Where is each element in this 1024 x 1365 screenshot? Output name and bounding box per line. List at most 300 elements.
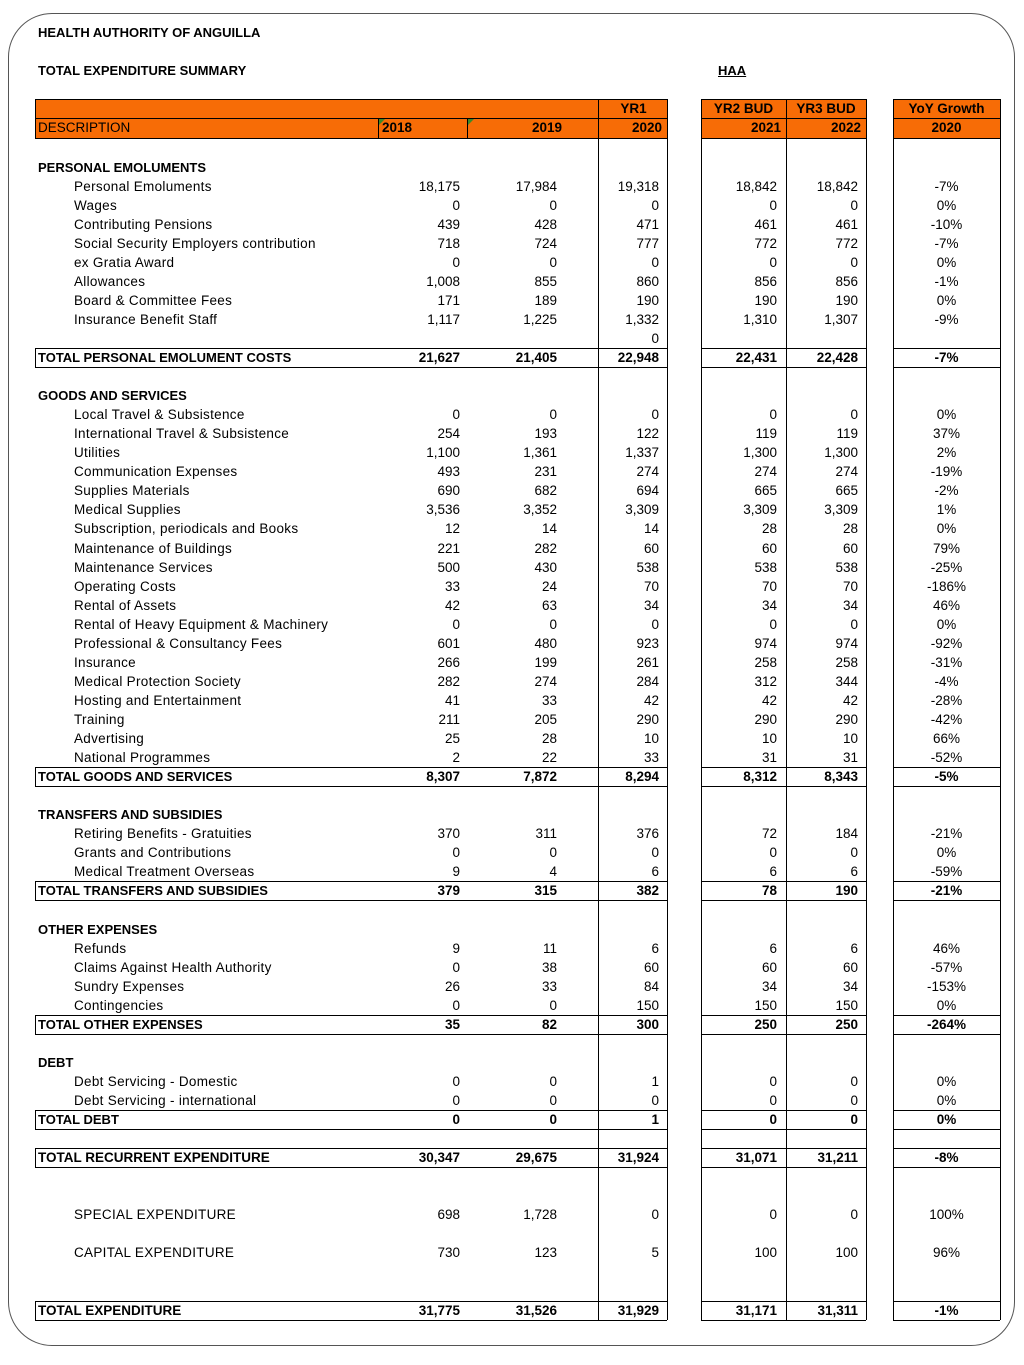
value-cell: 0 — [452, 254, 460, 270]
document-subtitle: TOTAL EXPENDITURE SUMMARY — [38, 63, 247, 78]
value-cell: 31,929 — [617, 1302, 659, 1318]
value-cell: 1 — [651, 1073, 659, 1089]
yoy-growth-cell: -52% — [930, 750, 963, 766]
spacer-row — [0, 1186, 1024, 1205]
value-cell: 150 — [636, 997, 659, 1013]
row-description: Maintenance Services — [74, 559, 213, 575]
table-row — [0, 405, 1024, 424]
yoy-growth-cell: -1% — [934, 273, 959, 289]
yoy-growth-cell: -21% — [930, 826, 963, 842]
value-cell: 860 — [636, 273, 659, 289]
value-cell: 311 — [535, 826, 557, 842]
grid-line — [35, 138, 667, 139]
grid-line — [35, 1148, 36, 1167]
value-cell: 22 — [541, 750, 557, 766]
header-yr1: YR1 — [620, 101, 647, 116]
yoy-growth-cell: -7% — [934, 235, 959, 251]
value-cell: 290 — [636, 711, 659, 727]
yoy-growth-cell: 0% — [936, 197, 957, 213]
header-year-2019: 2019 — [531, 120, 562, 135]
yoy-growth-cell: -19% — [930, 464, 963, 480]
yoy-growth-cell: 2% — [936, 445, 957, 461]
yoy-growth-cell: -31% — [930, 654, 963, 670]
grid-line — [701, 99, 866, 100]
grid-line — [893, 900, 1000, 901]
header-year-2022: 2022 — [830, 120, 861, 135]
grid-line — [701, 1301, 866, 1302]
value-cell: 34 — [761, 597, 777, 613]
grid-line — [35, 1015, 36, 1034]
table-row — [0, 272, 1024, 291]
table-row — [0, 234, 1024, 253]
value-cell: 31,311 — [817, 1302, 858, 1318]
grid-line — [893, 1301, 1000, 1302]
grid-line — [866, 99, 867, 1320]
value-cell: 261 — [636, 654, 659, 670]
value-cell: 274 — [534, 673, 557, 689]
value-cell: 34 — [842, 978, 858, 994]
value-cell: 42 — [761, 692, 777, 708]
table-row — [0, 558, 1024, 577]
value-cell: 6 — [651, 864, 659, 880]
value-cell: 60 — [842, 959, 858, 975]
header-year-2020: 2020 — [631, 120, 662, 135]
row-description: Rental of Heavy Equipment & Machinery — [74, 616, 329, 632]
value-cell: 0 — [549, 197, 557, 213]
grid-line — [35, 1034, 667, 1035]
value-cell: 31,211 — [817, 1150, 858, 1166]
value-cell: 78 — [761, 883, 777, 899]
grid-line — [378, 118, 379, 138]
value-cell: 33 — [541, 692, 557, 708]
value-cell: 471 — [636, 216, 659, 232]
value-cell: 42 — [444, 597, 460, 613]
table-row — [0, 634, 1024, 653]
value-cell: 8,294 — [625, 769, 659, 785]
value-cell: 439 — [437, 216, 460, 232]
value-cell: 430 — [534, 559, 557, 575]
value-cell: 665 — [754, 483, 777, 499]
yoy-growth-cell: -153% — [926, 978, 967, 994]
table-row — [0, 977, 1024, 996]
yoy-growth-cell: 0% — [936, 1073, 957, 1089]
table-row — [0, 691, 1024, 710]
value-cell: 211 — [438, 711, 460, 727]
value-cell: 199 — [534, 654, 557, 670]
value-cell: 8,343 — [824, 769, 858, 785]
value-cell: 10 — [842, 731, 858, 746]
value-cell: 0 — [850, 197, 858, 213]
table-row — [0, 748, 1024, 767]
row-description: OTHER EXPENSES — [38, 921, 158, 937]
row-description: Insurance — [74, 654, 136, 670]
table-row — [0, 958, 1024, 977]
table-row — [0, 519, 1024, 538]
value-cell: 0 — [651, 1092, 659, 1108]
value-cell: 35 — [444, 1016, 460, 1032]
value-cell: 274 — [754, 464, 777, 480]
spacer-row — [0, 1034, 1024, 1053]
value-cell: 258 — [754, 654, 777, 670]
value-cell: 1,300 — [743, 445, 777, 461]
row-description: International Travel & Subsistence — [74, 426, 290, 442]
value-cell: 282 — [437, 673, 460, 689]
row-description: DEBT — [38, 1054, 74, 1070]
value-cell: 0 — [452, 845, 460, 861]
header-yr3-bud: YR3 BUD — [796, 101, 856, 116]
value-cell: 3,352 — [523, 502, 557, 518]
grid-line — [35, 348, 667, 349]
value-cell: 1,728 — [523, 1207, 557, 1223]
value-cell: 150 — [835, 997, 858, 1013]
table-row — [0, 329, 1024, 348]
value-cell: 538 — [636, 559, 659, 575]
value-cell: 6 — [850, 864, 858, 880]
table-row — [0, 481, 1024, 500]
value-cell: 24 — [541, 578, 557, 594]
table-row — [0, 710, 1024, 729]
value-cell: 772 — [835, 235, 858, 251]
table-row — [0, 843, 1024, 862]
value-cell: 493 — [437, 464, 460, 480]
value-cell: 974 — [754, 635, 777, 651]
value-cell: 258 — [835, 654, 858, 670]
yoy-growth-cell: 0% — [936, 845, 957, 861]
row-description: Board & Committee Fees — [74, 292, 233, 308]
grid-line — [893, 881, 1000, 882]
value-cell: 0 — [769, 407, 777, 423]
value-cell: 41 — [444, 692, 460, 708]
grid-line — [893, 138, 1000, 139]
table-row — [0, 653, 1024, 672]
value-cell: 11 — [542, 940, 557, 956]
value-cell: 0 — [549, 1112, 557, 1127]
row-description: TOTAL EXPENDITURE — [38, 1302, 182, 1318]
yoy-growth-cell: -42% — [930, 711, 963, 727]
value-cell: 31 — [761, 750, 777, 766]
value-cell: 6 — [769, 940, 777, 956]
row-description: Sundry Expenses — [74, 978, 185, 994]
table-row — [0, 1072, 1024, 1091]
value-cell: 0 — [850, 1092, 858, 1108]
grid-line — [701, 118, 866, 119]
yoy-growth-cell: -186% — [926, 578, 967, 594]
table-row — [0, 1243, 1024, 1262]
value-cell: 0 — [651, 407, 659, 423]
yoy-growth-cell: 79% — [932, 540, 961, 556]
value-cell: 100 — [754, 1245, 777, 1261]
grid-line — [701, 1034, 866, 1035]
grid-line — [893, 1110, 1000, 1111]
row-description: TOTAL DEBT — [38, 1112, 119, 1127]
value-cell: 538 — [754, 559, 777, 575]
row-description: Local Travel & Subsistence — [74, 407, 245, 423]
row-description: CAPITAL EXPENDITURE — [74, 1245, 235, 1261]
value-cell: 22,428 — [816, 350, 858, 365]
table-row — [0, 615, 1024, 634]
value-cell: 0 — [549, 845, 557, 861]
value-cell — [460, 329, 557, 348]
grid-line — [701, 138, 866, 139]
table-row — [0, 729, 1024, 748]
header-year-2021: 2021 — [750, 120, 781, 135]
value-cell: 38 — [541, 959, 557, 975]
grid-line — [35, 786, 667, 787]
grid-line — [893, 118, 1000, 119]
value-cell: 6 — [769, 864, 777, 880]
value-cell: 21,405 — [515, 350, 557, 365]
row-description: Supplies Materials — [74, 483, 190, 499]
spacer-row — [0, 1224, 1024, 1243]
value-cell: 84 — [643, 978, 659, 994]
value-cell: 538 — [835, 559, 858, 575]
value-cell: 8,312 — [743, 769, 777, 785]
row-description: Subscription, periodicals and Books — [74, 521, 299, 537]
value-cell: 1,332 — [625, 311, 659, 327]
value-cell: 28 — [842, 521, 858, 537]
value-cell: 150 — [754, 997, 777, 1013]
grid-line — [701, 99, 702, 1320]
total-row — [0, 348, 1024, 367]
value-cell: 60 — [842, 540, 858, 556]
grid-line — [701, 1320, 866, 1321]
value-cell: 9 — [452, 864, 460, 880]
row-description: Contributing Pensions — [74, 216, 213, 232]
grid-line — [893, 1320, 1000, 1321]
value-cell: 0 — [850, 1207, 858, 1223]
grid-line — [893, 1015, 1000, 1016]
value-cell: 19,318 — [617, 178, 659, 194]
value-cell: 0 — [769, 197, 777, 213]
value-cell: 855 — [534, 273, 557, 289]
value-cell: 856 — [835, 273, 858, 289]
value-cell: 31,526 — [515, 1302, 557, 1318]
document-title: HEALTH AUTHORITY OF ANGUILLA — [38, 25, 261, 40]
value-cell: 284 — [636, 673, 659, 689]
value-cell: 1 — [651, 1112, 659, 1127]
value-cell: 461 — [835, 216, 858, 232]
value-cell: 0 — [769, 1112, 777, 1127]
spacer-row — [0, 1129, 1024, 1148]
value-cell: 0 — [549, 997, 557, 1013]
row-description: Refunds — [74, 940, 127, 956]
table-row — [0, 253, 1024, 272]
value-cell: 601 — [437, 635, 460, 651]
grid-line — [35, 1148, 667, 1149]
value-cell: 300 — [636, 1016, 659, 1032]
value-cell: 33 — [541, 978, 557, 994]
grid-line — [701, 1129, 866, 1130]
value-cell: 12 — [444, 521, 460, 537]
value-cell: 31,071 — [735, 1150, 777, 1166]
row-description: Medical Supplies — [74, 502, 181, 518]
value-cell: 7,872 — [523, 769, 557, 785]
row-description: Personal Emoluments — [74, 178, 212, 194]
value-cell: 6 — [651, 940, 659, 956]
value-cell: 0 — [549, 407, 557, 423]
row-description: Utilities — [74, 445, 121, 461]
value-cell: 480 — [534, 635, 557, 651]
spacer-row — [0, 1262, 1024, 1281]
value-cell: 10 — [643, 731, 659, 746]
value-cell: 34 — [761, 978, 777, 994]
row-description: Rental of Assets — [74, 597, 177, 613]
value-cell: 250 — [835, 1016, 858, 1032]
value-cell: 231 — [534, 464, 557, 480]
table-row — [0, 596, 1024, 615]
grid-line — [35, 1129, 667, 1130]
value-cell: 4 — [549, 864, 557, 880]
value-cell: 0 — [769, 254, 777, 270]
grid-line — [893, 367, 1000, 368]
total-row — [0, 1148, 1024, 1167]
row-description: TRANSFERS AND SUBSIDIES — [38, 807, 223, 823]
value-cell: 0 — [651, 330, 659, 346]
value-cell: 30,347 — [418, 1150, 460, 1166]
value-cell: 6 — [850, 940, 858, 956]
value-cell: 190 — [636, 292, 659, 308]
section-header-row — [0, 158, 1024, 177]
yoy-growth-cell: -1% — [934, 1302, 959, 1318]
value-cell: 22,948 — [617, 350, 659, 365]
value-cell: 82 — [541, 1016, 557, 1032]
grid-line — [35, 99, 667, 100]
value-cell: 777 — [636, 235, 659, 251]
value-cell: 290 — [754, 711, 777, 727]
grid-line — [35, 900, 667, 901]
grid-line — [35, 767, 667, 768]
value-cell: 0 — [549, 254, 557, 270]
row-description: Training — [74, 711, 125, 727]
grid-line — [893, 767, 1000, 768]
value-cell: 72 — [761, 826, 777, 842]
row-description: Claims Against Health Authority — [74, 959, 272, 975]
table-row — [0, 1205, 1024, 1224]
value-cell — [786, 329, 858, 348]
value-cell: 205 — [534, 711, 557, 727]
grid-line — [35, 767, 36, 786]
value-cell: 70 — [643, 578, 659, 594]
value-cell: 370 — [437, 826, 460, 842]
yoy-growth-cell: 0% — [936, 292, 957, 308]
value-cell: 690 — [437, 483, 460, 499]
table-row — [0, 939, 1024, 958]
value-cell: 189 — [534, 292, 557, 308]
grid-line — [35, 881, 36, 900]
grid-line — [35, 881, 667, 882]
header-description: DESCRIPTION — [38, 120, 131, 135]
spacer-row — [0, 367, 1024, 386]
value-cell: 923 — [636, 635, 659, 651]
row-description: National Programmes — [74, 750, 211, 766]
value-cell: 60 — [643, 959, 659, 975]
value-cell: 290 — [835, 711, 858, 727]
value-cell: 0 — [452, 1073, 460, 1089]
row-description: PERSONAL EMOLUMENTS — [38, 159, 207, 175]
grid-line — [893, 99, 1000, 100]
grid-line — [35, 118, 667, 119]
row-description: Medical Protection Society — [74, 673, 241, 689]
grid-line — [701, 767, 866, 768]
header-yoy-growth: YoY Growth — [908, 101, 985, 116]
value-cell: 0 — [651, 616, 659, 632]
total-row — [0, 1110, 1024, 1129]
yoy-growth-cell: -264% — [926, 1016, 967, 1032]
header-yr2-bud: YR2 BUD — [713, 101, 774, 116]
value-cell: 254 — [437, 426, 460, 442]
value-cell: 22,431 — [735, 350, 777, 365]
row-description: TOTAL OTHER EXPENSES — [38, 1016, 203, 1032]
grid-line — [35, 99, 36, 138]
value-cell: 312 — [754, 673, 777, 689]
value-cell: 461 — [754, 216, 777, 232]
yoy-growth-cell: -57% — [930, 959, 963, 975]
value-cell: 0 — [452, 197, 460, 213]
total-row — [0, 1015, 1024, 1034]
yoy-growth-cell: 0% — [936, 616, 957, 632]
grid-line — [35, 1167, 667, 1168]
value-cell: 123 — [534, 1245, 557, 1261]
section-header-row — [0, 920, 1024, 939]
value-cell: 190 — [835, 292, 858, 308]
row-description: TOTAL PERSONAL EMOLUMENT COSTS — [38, 350, 292, 365]
yoy-growth-cell: 0% — [936, 1092, 957, 1108]
value-cell: 0 — [769, 1092, 777, 1108]
row-description: Medical Treatment Overseas — [74, 864, 255, 880]
value-cell: 29,675 — [515, 1150, 557, 1166]
value-cell: 0 — [452, 959, 460, 975]
value-cell: 63 — [541, 597, 557, 613]
value-cell: 31 — [842, 750, 858, 766]
table-row — [0, 424, 1024, 443]
table-row — [0, 310, 1024, 329]
value-cell: 266 — [437, 654, 460, 670]
value-cell: 31,171 — [735, 1302, 777, 1318]
value-cell: 682 — [534, 483, 557, 499]
total-row — [0, 767, 1024, 786]
value-cell: 1,100 — [426, 445, 460, 461]
value-cell: 1,307 — [824, 311, 858, 327]
yoy-growth-cell: 96% — [932, 1245, 961, 1261]
value-cell: 34 — [643, 597, 659, 613]
yoy-growth-cell: 100% — [929, 1207, 964, 1223]
yoy-growth-cell: -92% — [930, 635, 963, 651]
value-cell: 1,117 — [427, 311, 460, 327]
row-description: Operating Costs — [74, 578, 177, 594]
value-cell: 42 — [643, 692, 659, 708]
value-cell: 60 — [761, 540, 777, 556]
value-cell: 3,309 — [625, 502, 659, 518]
grid-line — [786, 99, 787, 1320]
row-description: TOTAL TRANSFERS AND SUBSIDIES — [38, 883, 268, 899]
grid-line — [893, 1167, 1000, 1168]
row-description: Wages — [74, 197, 118, 213]
row-description: SPECIAL EXPENDITURE — [74, 1207, 236, 1223]
yoy-growth-cell: 0% — [936, 997, 957, 1013]
grid-line — [701, 786, 866, 787]
value-cell: 3,536 — [426, 502, 460, 518]
value-cell: 1,310 — [743, 311, 777, 327]
row-description: Debt Servicing - international — [74, 1092, 257, 1108]
value-cell: 70 — [761, 578, 777, 594]
value-cell: 8,307 — [426, 769, 460, 785]
value-cell: 122 — [636, 426, 659, 442]
row-description: Grants and Contributions — [74, 845, 232, 861]
grid-line — [35, 1015, 667, 1016]
row-description: Hosting and Entertainment — [74, 692, 242, 708]
grid-line — [35, 1301, 36, 1320]
value-cell: 3,309 — [743, 502, 777, 518]
